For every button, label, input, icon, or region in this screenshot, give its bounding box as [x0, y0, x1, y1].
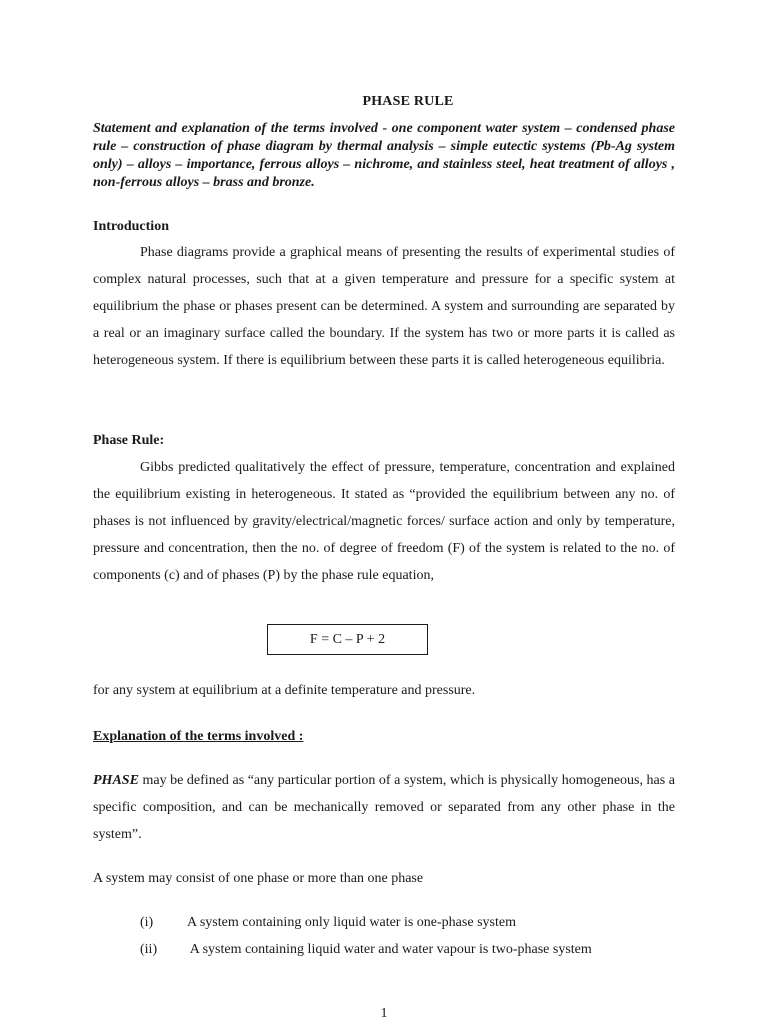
list-item-number: (ii)	[140, 942, 158, 957]
explanation-heading: Explanation of the terms involved :	[93, 729, 304, 744]
page-number: 1	[380, 1006, 388, 1021]
introduction-paragraph: Phase diagrams provide a graphical means of presenting the results of experimental studies of complex natural processes, such that at a given temperature and pressure for a specific system at equilibrium the phase or phases present can be determined. A system and surrounding are separated by a real or an imaginary surface called the boundary. If the system has two or more parts it is called as heterogeneous system. If there is equilibrium between these parts it is called heterogeneous equilibria.	[93, 245, 675, 368]
phase-term: PHASE	[93, 773, 139, 788]
system-statement: A system may consist of one phase or more than one phase	[93, 871, 424, 886]
list-item-text: A system containing liquid water and water vapour is two-phase system	[187, 942, 592, 957]
phase-definition-text: may be defined as “any particular portion of a system, which is physically homogeneous, has a specific composition, and can be mechanically removed or separated from any other phase in the system”.	[93, 773, 675, 842]
list-item-number: (i)	[140, 915, 154, 930]
syllabus-statement: Statement and explanation of the terms involved - one component water system – condensed phase rule – construction of phase diagram by thermal analysis – simple eutectic systems (Pb-Ag system only) – alloys – importance, ferrous alloys – nichrome, and stainless steel, heat treatment of alloys , non-ferrous alloys – brass and bronze.	[93, 121, 675, 190]
phase-rule-formula-box	[267, 624, 428, 655]
phase-rule-paragraph: Gibbs predicted qualitatively the effect of pressure, temperature, concentration and explained the equilibrium existing in heterogeneous. It stated as “provided the equilibrium between any no. of phases is not influenced by gravity/electrical/magnetic forces/ surface action and only by temperature, pressure and concentration, then the no. of degree of freedom (F) of the system is related to the no. of components (c) and of phases (P) by the phase rule equation,	[93, 460, 675, 583]
phase-rule-heading: Phase Rule:	[93, 433, 165, 448]
formula-conclusion: for any system at equilibrium at a definite temperature and pressure.	[93, 683, 476, 698]
phase-definition-paragraph	[93, 767, 675, 848]
list-item	[140, 915, 516, 931]
page-title: PHASE RULE	[362, 94, 454, 109]
introduction-heading: Introduction	[93, 219, 169, 234]
list-item	[140, 942, 592, 958]
phase-rule-formula: F = C – P + 2	[309, 631, 386, 647]
list-item-text: A system containing only liquid water is one-phase system	[187, 915, 516, 930]
